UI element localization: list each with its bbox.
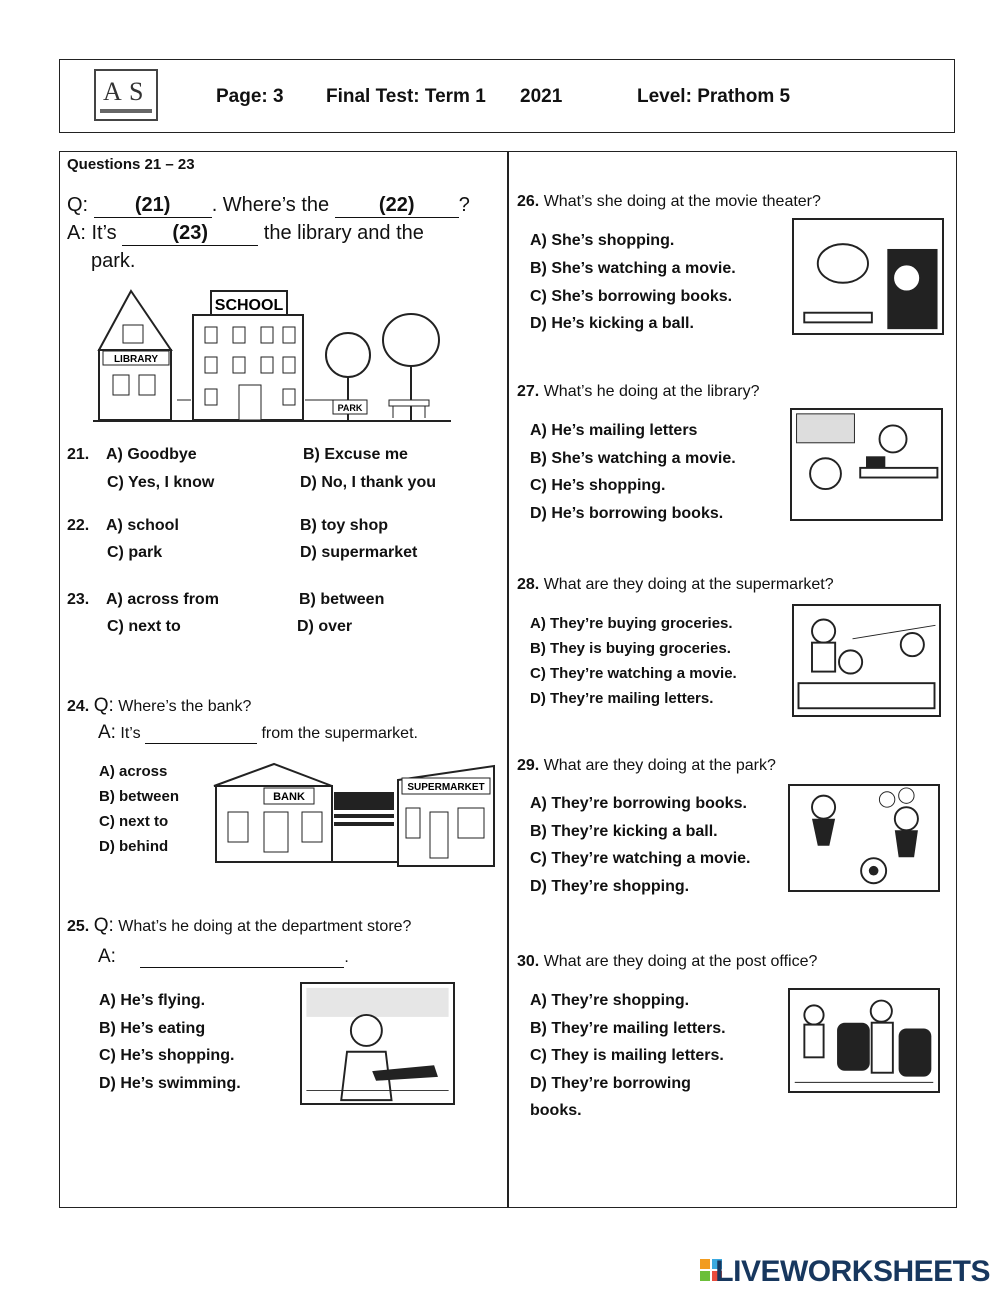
q26-option-a[interactable]: A) She’s shopping. [530, 232, 675, 249]
test-title: Final Test: Term 1 [326, 86, 486, 107]
q28-question: 28. What are they doing at the supermarket? [517, 576, 834, 593]
q25-answer-blank[interactable] [140, 949, 344, 968]
q26-question: 26. What’s she doing at the movie theater? [517, 193, 821, 210]
q30-option-d-cont: books. [530, 1102, 582, 1119]
q28-option-d[interactable]: D) They’re mailing letters. [530, 690, 714, 707]
q23-number: 23. [67, 591, 90, 608]
q30-option-d[interactable]: D) They’re borrowing [530, 1075, 691, 1092]
q21-option-b[interactable]: B) Excuse me [303, 446, 408, 463]
q24-option-d[interactable]: D) behind [99, 838, 169, 855]
q24-question: 24. Q: Where’s the bank? [67, 695, 252, 716]
column-divider [507, 151, 509, 1208]
q23-option-a[interactable]: A) across from [106, 591, 219, 608]
bank-sign: BANK [273, 791, 305, 803]
q23-option-d[interactable]: D) over [297, 618, 353, 635]
q29-option-c[interactable]: C) They’re watching a movie. [530, 850, 751, 867]
park-picture [788, 784, 940, 892]
q27-option-c[interactable]: C) He’s shopping. [530, 477, 666, 494]
logo-letter-a: A [103, 77, 122, 106]
q25-option-d[interactable]: D) He’s swimming. [99, 1075, 241, 1092]
q30-option-b[interactable]: B) They’re mailing letters. [530, 1020, 726, 1037]
q25-question: 25. Q: What’s he doing at the department store? [67, 915, 412, 936]
page-number: Page: 3 [216, 86, 284, 107]
section-title: Questions 21 – 23 [67, 156, 195, 173]
q22-option-a[interactable]: A) school [106, 517, 179, 534]
bank-supermarket-illustration [204, 756, 498, 868]
q24-answer-blank[interactable] [145, 725, 257, 744]
school-sign: SCHOOL [214, 297, 284, 314]
q25-option-a[interactable]: A) He’s flying. [99, 992, 206, 1009]
q21-number: 21. [67, 446, 90, 463]
blank-23[interactable]: (23) [122, 222, 258, 246]
q23-option-c[interactable]: C) next to [107, 618, 181, 635]
supermarket-picture [792, 604, 941, 717]
q29-option-a[interactable]: A) They’re borrowing books. [530, 795, 747, 812]
post-office-picture [788, 988, 940, 1093]
q22-option-b[interactable]: B) toy shop [300, 517, 388, 534]
q30-option-a[interactable]: A) They’re shopping. [530, 992, 690, 1009]
logo-letter-s: S [129, 77, 144, 106]
q29-option-d[interactable]: D) They’re shopping. [530, 878, 690, 895]
q29-question: 29. What are they doing at the park? [517, 757, 776, 774]
q24-answer: A: It’s from the supermarket. [98, 722, 418, 743]
q30-option-c[interactable]: C) They is mailing letters. [530, 1047, 724, 1064]
liveworksheets-brand[interactable]: LIVEWORKSHEETS [715, 1255, 990, 1288]
q25-option-c[interactable]: C) He’s shopping. [99, 1047, 235, 1064]
q28-option-b[interactable]: B) They is buying groceries. [530, 640, 731, 657]
header-box [59, 59, 955, 133]
q28-option-c[interactable]: C) They’re watching a movie. [530, 665, 737, 682]
library-picture [790, 408, 943, 521]
q23-option-b[interactable]: B) between [299, 591, 385, 608]
q22-option-c[interactable]: C) park [107, 544, 163, 561]
town-scene-illustration [93, 285, 453, 425]
test-year: 2021 [520, 86, 563, 107]
q29-option-b[interactable]: B) They’re kicking a ball. [530, 823, 718, 840]
level: Level: Prathom 5 [637, 86, 791, 107]
q22-option-d[interactable]: D) supermarket [300, 544, 418, 561]
q22-number: 22. [67, 517, 90, 534]
q30-question: 30. What are they doing at the post office? [517, 953, 818, 970]
q27-option-b[interactable]: B) She’s watching a movie. [530, 450, 736, 467]
q21-option-d[interactable]: D) No, I thank you [300, 474, 436, 491]
dialog-answer-end: park. [91, 250, 136, 272]
blank-22[interactable]: (22) [335, 194, 459, 218]
q27-option-a[interactable]: A) He’s mailing letters [530, 422, 698, 439]
q27-option-d[interactable]: D) He’s borrowing books. [530, 505, 724, 522]
park-sign: PARK [337, 403, 363, 413]
q26-option-d[interactable]: D) He’s kicking a ball. [530, 315, 694, 332]
q26-option-b[interactable]: B) She’s watching a movie. [530, 260, 736, 277]
department-store-picture [300, 982, 455, 1105]
supermarket-sign: SUPERMARKET [407, 782, 485, 793]
q27-question: 27. What’s he doing at the library? [517, 383, 760, 400]
q24-option-b[interactable]: B) between [99, 788, 180, 805]
q26-option-c[interactable]: C) She’s borrowing books. [530, 288, 733, 305]
dialog-answer: A: It’s (23) the library and the [67, 222, 424, 244]
q24-option-a[interactable]: A) across [99, 763, 168, 780]
school-logo [94, 69, 158, 121]
q28-option-a[interactable]: A) They’re buying groceries. [530, 615, 733, 632]
q21-option-c[interactable]: C) Yes, I know [107, 474, 215, 491]
q24-option-c[interactable]: C) next to [99, 813, 169, 830]
dialog-question: Q: (21) . Where’s the (22) ? [67, 194, 470, 216]
q21-option-a[interactable]: A) Goodbye [106, 446, 197, 463]
library-sign: LIBRARY [113, 354, 159, 365]
q25-option-b[interactable]: B) He’s eating [99, 1020, 206, 1037]
movie-theater-picture [792, 218, 944, 335]
blank-21[interactable]: (21) [94, 194, 212, 218]
q25-answer: A: . [98, 946, 349, 967]
